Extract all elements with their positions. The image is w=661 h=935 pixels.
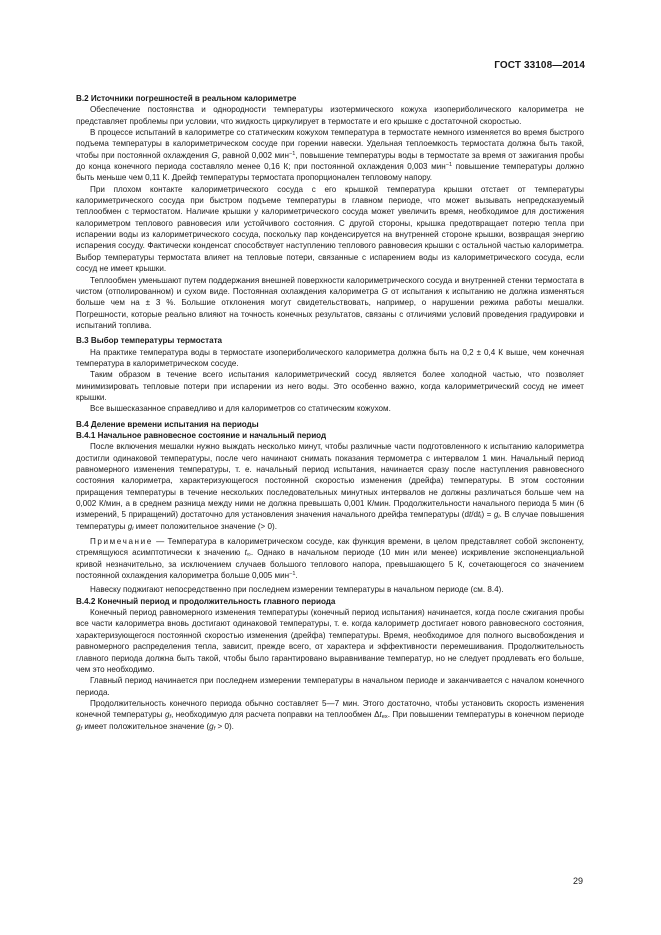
paragraph: После включения мешалки нужно выждать несколько минут, чтобы различные части подготовленного к испытанию калориметра достигли одинаковой температуры, после чего начинают снимать показания термометра с интервалом 1 мин. Начальный период равномерного изменения температуры, т. е. начальный период испытания, начинается сразу после наступления равновесного состояния калориметра, характеризующегося постоянной скоростью изменения (дрейфа) температуры. В этом состоянии приращения температуры в течение нескольких последовательных минутных интервалов не должны различаться больше чем на 0,002 К/мин, а в среднем разница между ними не должна превышать 0,001 К/мин. Продолжительности начального периода 5 мин (6 измерений, 5 приращений) достаточно для установления значения начального дрейфа температуры $(dt/dt_i) = g_i$. В случае повышения температуры $g_i$ имеет положительное значение (> 0).: [76, 442, 584, 532]
standard-header: ГОСТ 33108—2014: [494, 60, 585, 71]
subsection-b41-title: В.4.1 Начальное равновесное состояние и начальный период: [76, 430, 327, 440]
paragraph: В процессе испытаний в калориметре со статическим кожухом температура в термостате немного изменяется во время быстрого подъема температуры в калориметрическом сосуде при горении навески. Удельная теплоемкость термостата должна быть такой, чтобы при постоянной охлаждения G, равной 0,002 мин$^{-1}$, повышение температуры воды в термостате за время от зажигания пробы до конца конечного периода составляло менее 0,16 К; при постоянной охлаждения 0,003 мин$^{-1}$ повышение температуры должно быть меньше чем 0,11 К. Дрейф температуры термостата пропорционален тепловому напору.: [76, 128, 584, 183]
note-label: Примечание: [90, 537, 153, 547]
paragraph: При плохом контакте калориметрического сосуда с его крышкой температура крышки отстает от температуры калориметрического сосуда при быстром подъеме температуры в главном периоде, что может вызывать непредсказуемый теплообмен с термостатом. Наличие крышки у калориметрического сосуда может увеличить время, необходимое для достижения калориметром теплового равновесия или устойчивого состояния. С другой стороны, крышка предотвращает потерю тепла при испарении воды из калориметрического сосуда, поскольку пар конденсируется на внутренней стороне крышки, возвращая энергию испарения сосуду. Фактически конденсат способствует наступлению теплового равновесия крышки с остальной частью калориметра. Выбор температуры термостата влияет на тепловые потери, связанные с испарением воды из калориметрического сосуда, если сосуд не имеет крышки.: [76, 184, 584, 274]
paragraph: Конечный период равномерного изменения температуры (конечный период испытания) начинается, когда после сжигания пробы все части калориметра вновь достигают одинаковой температуры, т. е. когда калориметр достигает нового равновесного состояния, характеризующегося постоянной скоростью изменения (дрейфа) температуры. Время, необходимое для полного высвобождения и равномерного распределения тепла, зависит, прежде всего, от характера и эффективности перемешивания. Продолжительность главного периода должна быть такой, чтобы было гарантировано выравнивание температур, но не следует продлевать его больше, чем это необходимо.: [76, 608, 584, 674]
subsection-b42-title: В.4.2 Конечный период и продолжительность главного периода: [76, 596, 336, 606]
document-body: [76, 93, 584, 732]
paragraph: Обеспечение постоянства и однородности температуры изотермического кожуха изопериболического калориметра не представляет проблемы при условии, что жидкость циркулирует в термостате и его крышке с достаточной скоростью.: [76, 105, 584, 126]
paragraph: Таким образом в течение всего испытания калориметрический сосуд является более холодной частью, что позволяет минимизировать тепловые потери при испарении из него воды. Это особенно важно, когда калориметрический сосуд не имеет крышки.: [76, 370, 584, 402]
section-b3-title: В.3 Выбор температуры термостата: [76, 336, 223, 346]
paragraph: Навеску поджигают непосредственно при последнем измерении температуры в начальном периоде (см. 8.4).: [90, 585, 504, 595]
paragraph: Главный период начинается при последнем измерении температуры в начальном периоде и заканчивается с началом конечного периода.: [76, 676, 584, 697]
paragraph: Продолжительность конечного периода обычно составляет 5—7 мин. Этого достаточно, чтобы установить скорость изменения конечной температуры $g_f$, необходимую для расчета поправки на теплообмен $\Delta t_{ex}$. При повышении температуры в конечном периоде $g_f$ имеет положительное значение $(g_f > 0)$.: [76, 698, 584, 732]
section-b2-title: В.2 Источники погрешностей в реальном калориметре: [76, 94, 297, 103]
paragraph: Все вышесказанное справедливо и для калориметров со статическим кожухом.: [90, 404, 391, 414]
paragraph: Теплообмен уменьшают путем поддержания внешней поверхности калориметрического сосуда и внутренней стенки термостата в чистом (отполированном) и сухом виде. Постоянная охлаждения калориметра G от испытания к испытанию не должна изменяться больше чем на ± 3 %. Большие отклонения могут свидетельствовать, например, о нарушении режима работы мешалки. Погрешности, которые реально влияют на точность конечных результатов, связаны с отличиями условий проведения градуировки и испытаний топлива.: [76, 275, 584, 330]
note: Примечание — Температура в калориметрическом сосуде, как функция времени, в целом представляет собой экспоненту, стремящуюся асимптотически к значению $t_\infty$. Однако в начальном периоде (10 мин или менее) искривление экспоненциальной кривой незначительно, за исключением случаев большого теплового напора, превышающего 5 К, сочетающегося со значением постоянной охлаждения калориметра больше 0,005 мин$^{-1}$.: [76, 537, 584, 581]
paragraph: На практике температура воды в термостате изопериболического калориметра должна быть на 0,2 ± 0,4 К выше, чем конечная температура в калориметрическом сосуде.: [76, 347, 584, 368]
section-b4-title: В.4 Деление времени испытания на периоды: [76, 419, 259, 429]
page-number: 29: [572, 876, 583, 886]
